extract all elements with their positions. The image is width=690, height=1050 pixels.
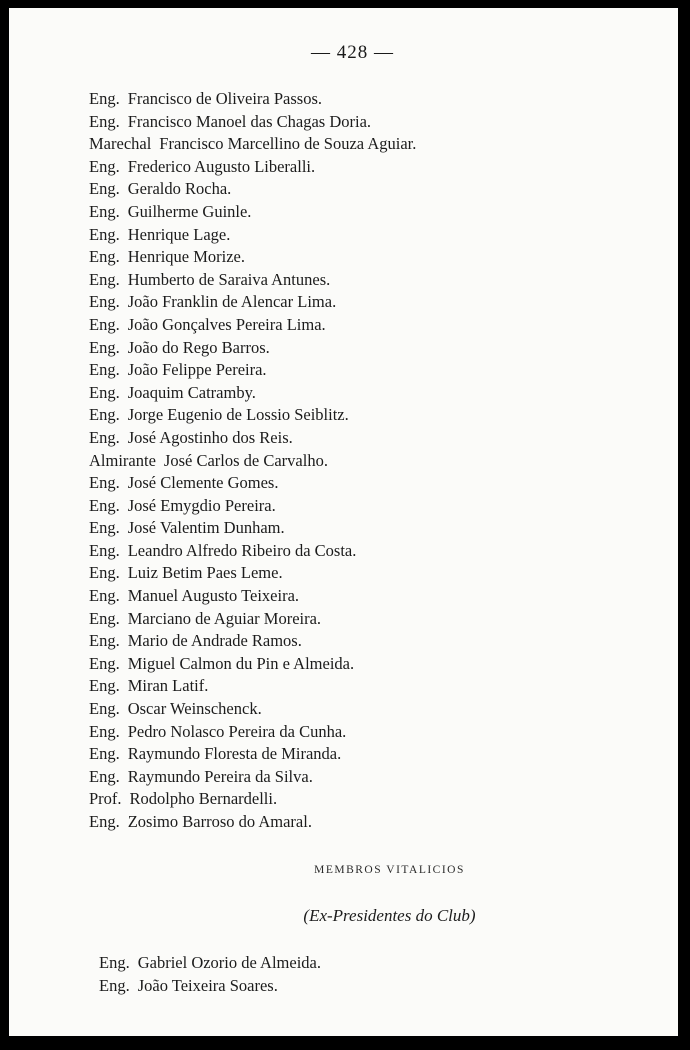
member-title: Eng. — [99, 953, 130, 972]
member-title: Eng. — [89, 427, 120, 447]
member-title: Eng. — [89, 766, 120, 786]
member-title: Eng. — [89, 563, 120, 583]
member-name: Francisco Marcellino de Souza Aguiar. — [159, 134, 417, 154]
member-name: Miguel Calmon du Pin e Almeida. — [127, 653, 355, 673]
page-number: — 428 — — [311, 42, 394, 63]
member-title: Eng. — [89, 518, 120, 538]
member-title: Eng. — [89, 224, 120, 244]
list-item — [89, 788, 416, 811]
member-name: João do Rego Barros. — [127, 337, 270, 357]
member-title: Eng. — [89, 201, 120, 221]
list-item — [89, 811, 416, 834]
list-item — [99, 975, 321, 998]
member-name: Rodolpho Bernardelli. — [129, 789, 278, 809]
member-title: Prof. — [89, 789, 122, 809]
list-item — [89, 314, 416, 337]
member-name: João Teixeira Soares. — [137, 975, 278, 995]
member-title: Almirante — [89, 450, 156, 470]
list-item — [89, 291, 416, 314]
member-title: Eng. — [89, 631, 120, 651]
member-title: Eng. — [89, 382, 120, 402]
member-name: Henrique Lage. — [127, 224, 231, 244]
member-name: Zosimo Barroso do Amaral. — [127, 812, 312, 831]
member-name: Oscar Weinschenck. — [127, 699, 262, 719]
member-name: José Clemente Gomes. — [127, 473, 279, 493]
member-title: Eng. — [89, 608, 120, 628]
list-item — [89, 178, 416, 201]
member-title: Eng. — [89, 812, 120, 831]
member-name: Francisco Manoel das Chagas Doria. — [127, 111, 372, 131]
list-item — [89, 111, 416, 134]
member-name: Humberto de Saraiva Antunes. — [127, 269, 331, 289]
list-item — [89, 562, 416, 585]
member-title: Eng. — [99, 975, 130, 995]
member-title: Eng. — [89, 247, 120, 267]
member-title: Eng. — [89, 699, 120, 719]
member-title: Eng. — [89, 269, 120, 289]
section-title: MEMBROS VITALICIOS — [314, 864, 465, 876]
list-item — [89, 88, 416, 111]
member-name: José Valentim Dunham. — [127, 518, 285, 538]
member-title: Eng. — [89, 314, 120, 334]
member-title: Eng. — [89, 473, 120, 493]
member-name: José Carlos de Carvalho. — [163, 450, 328, 470]
member-name: Geraldo Rocha. — [127, 179, 232, 199]
member-title: Marechal — [89, 134, 152, 154]
list-item — [89, 653, 416, 676]
document-page — [9, 8, 678, 1036]
member-title: Eng. — [89, 89, 120, 108]
member-title: Eng. — [89, 405, 120, 425]
list-item — [99, 952, 321, 975]
member-title: Eng. — [89, 179, 120, 199]
list-item — [89, 698, 416, 721]
member-name: Frederico Augusto Liberalli. — [127, 156, 316, 176]
list-item — [89, 201, 416, 224]
list-item — [89, 359, 416, 382]
member-title: Eng. — [89, 586, 120, 606]
member-name: João Franklin de Alencar Lima. — [127, 292, 337, 312]
list-item — [89, 766, 416, 789]
member-name: Leandro Alfredo Ribeiro da Costa. — [127, 540, 357, 560]
member-title: Eng. — [89, 540, 120, 560]
section-subtitle: (Ex-Presidentes do Club) — [303, 906, 476, 925]
member-name: João Felippe Pereira. — [127, 360, 267, 380]
list-item — [89, 133, 416, 156]
member-title: Eng. — [89, 721, 120, 741]
member-title: Eng. — [89, 653, 120, 673]
list-item — [89, 269, 416, 292]
member-name: Raymundo Pereira da Silva. — [127, 766, 313, 786]
member-list — [89, 88, 416, 834]
member-name: Henrique Morize. — [127, 247, 246, 267]
member-name: Luiz Betim Paes Leme. — [127, 563, 283, 583]
list-item — [89, 450, 416, 473]
list-item — [89, 382, 416, 405]
member-name: Joaquim Catramby. — [127, 382, 256, 402]
member-name: Jorge Eugenio de Lossio Seiblitz. — [127, 405, 349, 425]
member-name: Manuel Augusto Teixeira. — [127, 586, 300, 606]
list-item — [89, 721, 416, 744]
list-item — [89, 540, 416, 563]
member-name: Francisco de Oliveira Passos. — [127, 89, 323, 108]
member-title: Eng. — [89, 744, 120, 764]
member-title: Eng. — [89, 292, 120, 312]
list-item — [89, 517, 416, 540]
member-name: José Emygdio Pereira. — [127, 495, 276, 515]
member-name: Gabriel Ozorio de Almeida. — [137, 953, 321, 972]
list-item — [89, 630, 416, 653]
list-item — [89, 675, 416, 698]
member-name: José Agostinho dos Reis. — [127, 427, 293, 447]
member-title: Eng. — [89, 337, 120, 357]
member-name: Marciano de Aguiar Moreira. — [127, 608, 322, 628]
list-item — [89, 246, 416, 269]
list-item — [89, 404, 416, 427]
member-title: Eng. — [89, 676, 120, 696]
list-item — [89, 427, 416, 450]
member-title: Eng. — [89, 111, 120, 131]
ex-president-list — [99, 952, 321, 997]
member-name: Guilherme Guinle. — [127, 201, 252, 221]
list-item — [89, 608, 416, 631]
member-name: João Gonçalves Pereira Lima. — [127, 314, 326, 334]
member-title: Eng. — [89, 360, 120, 380]
member-title: Eng. — [89, 156, 120, 176]
member-name: Miran Latif. — [127, 676, 209, 696]
member-name: Mario de Andrade Ramos. — [127, 631, 302, 651]
member-title: Eng. — [89, 495, 120, 515]
list-item — [89, 743, 416, 766]
list-item — [89, 337, 416, 360]
list-item — [89, 472, 416, 495]
list-item — [89, 585, 416, 608]
member-name: Raymundo Floresta de Miranda. — [127, 744, 342, 764]
member-name: Pedro Nolasco Pereira da Cunha. — [127, 721, 347, 741]
list-item — [89, 156, 416, 179]
list-item — [89, 224, 416, 247]
list-item — [89, 495, 416, 518]
